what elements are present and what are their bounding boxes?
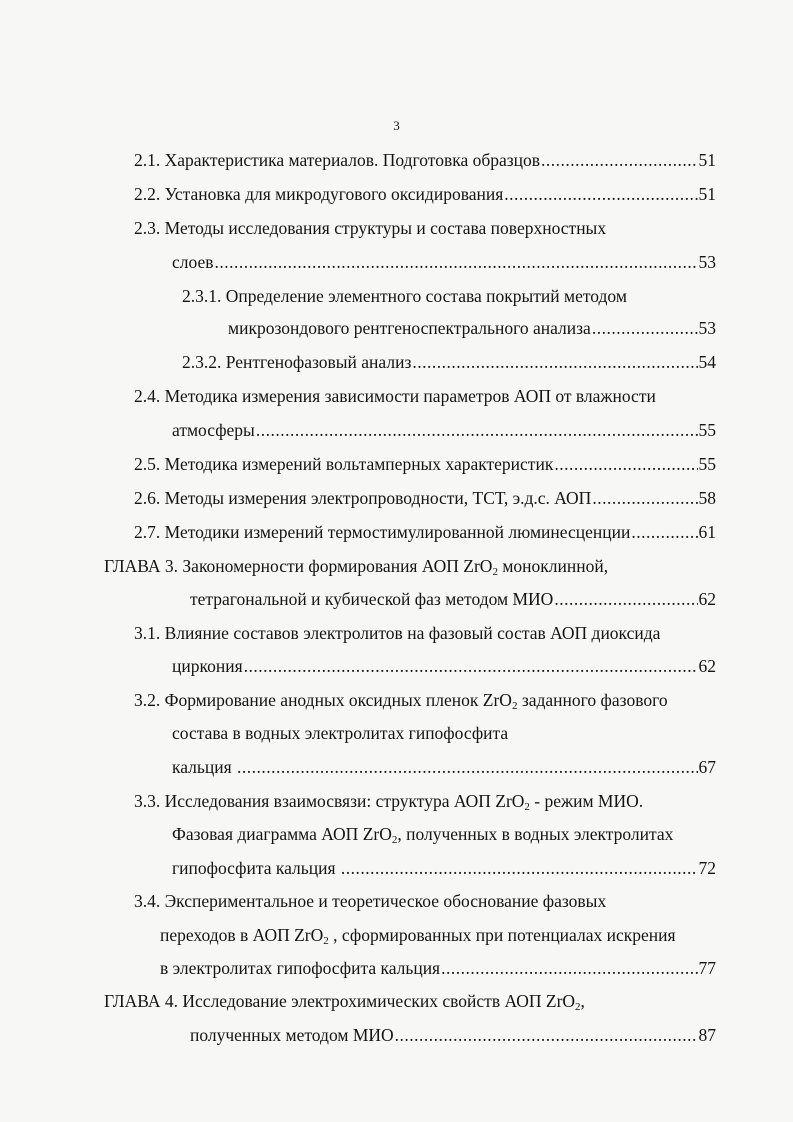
toc-title-cont: состава в водных электролитах гипофосфита [172,723,509,743]
toc-num: 3.4. [134,891,161,911]
toc-num: 2.3.1. [182,286,222,306]
toc-entry-2-7 [134,522,716,542]
dot-leader [215,252,698,272]
toc-title-tail: моноклинной, [497,556,609,576]
toc-page: 53 [698,318,716,338]
toc-num: 2.1. [134,150,161,170]
toc-chapter-3 [104,556,608,576]
toc-page: 67 [698,757,716,777]
toc-title-cont: кальция [172,757,237,777]
toc-page: 54 [698,352,716,372]
toc-title: Методы исследования структуры и состава поверхностных [164,218,607,238]
toc-page: 51 [698,184,716,204]
subscript: 2 [511,700,518,712]
toc-entry-2-3-1-cont [228,318,716,338]
toc-chapter-4 [104,991,585,1011]
toc-page: 53 [698,252,716,272]
dot-leader [441,958,697,978]
toc-title-cont: слоев [172,252,214,272]
toc-num: ГЛАВА 3. [104,556,179,576]
dot-leader [541,150,697,170]
toc-entry-3-4-cont [160,958,716,978]
toc-title: Исследование электрохимических свойств АОП ZrO [182,991,576,1011]
subscript: 2 [323,935,329,947]
toc-title-cont: атмосферы [172,420,255,440]
toc-title-cont: в электролитах гипофосфита кальция [160,958,441,978]
toc-entry-3-2-cont [172,757,716,777]
toc-entry-2-3 [134,218,606,238]
toc-title-cont: полученных методом МИО [190,1025,394,1045]
toc-entry-2-4-cont [172,420,716,440]
toc-entry-2-5 [134,454,716,474]
toc-title-tail: - режим МИО. [529,791,644,811]
toc-entry-2-1 [134,150,716,170]
toc-title: Формирование анодных оксидных пленок ZrO [164,690,512,710]
toc-entry-3-3-cont [172,858,716,878]
toc-num: 2.6. [134,488,161,508]
toc-title: Характеристика материалов. Подготовка образцов [164,150,541,170]
toc-title-tail: заданного фазового [517,690,668,710]
toc-title: Методы измерения электропроводности, ТСТ, э.д.с. АОП [164,488,592,508]
dot-leader [631,522,697,542]
toc-title: Методика измерения зависимости параметров АОП от влажности [164,386,656,406]
subscript: 2 [391,834,398,846]
dot-leader [395,1025,698,1045]
toc-title: Определение элементного состава покрытий методом [225,286,627,306]
toc-num: 2.5. [134,454,161,474]
toc-num: 2.7. [134,522,161,542]
toc-title: Исследования взаимосвязи: структура АОП ZrO [164,791,525,811]
toc-page: 62 [698,589,716,609]
toc-page: 62 [698,656,716,676]
toc-page: 72 [698,858,716,878]
toc-num: 2.2. [134,184,161,204]
dot-leader [592,488,697,508]
toc-title-tail: , [580,991,585,1011]
dot-leader [592,318,698,338]
toc-title-cont: циркония [172,656,243,676]
dot-leader [244,656,698,676]
toc-page: 87 [698,1025,716,1045]
toc-title-cont: переходов в АОП ZrO [160,925,324,945]
toc-entry-3-4-cont1 [160,925,676,945]
dot-leader [554,589,697,609]
toc-title: Влияние составов электролитов на фазовый состав АОП диоксида [164,623,661,643]
dot-leader [256,420,698,440]
toc-title: Закономерности формирования АОП ZrO [182,556,493,576]
toc-num: 3.1. [134,623,161,643]
toc-entry-2-4 [134,386,656,406]
toc-entry-3-1-cont [172,656,716,676]
dot-leader [237,757,697,777]
toc-title-cont: Фазовая диаграмма АОП ZrO [172,824,392,844]
dot-leader [412,352,697,372]
subscript: 2 [492,566,498,578]
toc-num: 3.3. [134,791,161,811]
toc-page: 61 [698,522,716,542]
toc-page: 58 [698,488,716,508]
subscript: 2 [575,1001,581,1013]
toc-entry-2-2 [134,184,716,204]
toc-entry-2-3-1 [182,286,627,306]
dot-leader [341,858,698,878]
toc-num: 3.2. [134,690,161,710]
dot-leader [504,184,697,204]
toc-title-cont-tail: , сформированных при потенциалах искрения [328,925,676,945]
toc-chapter-3-cont [190,589,716,609]
toc-page: 55 [698,420,716,440]
toc-title: Экспериментальное и теоретическое обоснование фазовых [164,891,607,911]
toc-entry-2-3-cont [172,252,716,272]
subscript: 2 [524,801,530,813]
toc-title-cont: гипофосфита кальция [172,858,340,878]
toc-entry-3-1 [134,623,660,643]
toc-title-cont: микрозондового рентгеноспектрального анализа [228,318,591,338]
toc-entry-2-3-2 [182,352,716,372]
toc-num: 2.3. [134,218,161,238]
toc-num: ГЛАВА 4. [104,991,179,1011]
toc-page: 55 [698,454,716,474]
toc-title: Установка для микродугового оксидирования [164,184,504,204]
toc-entry-3-2 [134,690,668,710]
toc-chapter-4-cont [190,1025,716,1045]
toc-entry-3-3 [134,791,643,811]
toc-entry-3-2-cont1 [172,723,508,743]
toc-title: Методика измерений вольтамперных характеристик [164,454,554,474]
toc-title-cont: тетрагональной и кубической фаз методом МИО [190,589,554,609]
toc-title-cont-tail: , полученных в водных электролитах [397,824,674,844]
toc-entry-3-4 [134,891,606,911]
toc-entry-3-3-cont1 [172,824,673,844]
toc-entry-2-6 [134,488,716,508]
toc-page: 51 [698,150,716,170]
dot-leader [554,454,697,474]
toc-title: Рентгенофазовый анализ [225,352,412,372]
toc-num: 2.4. [134,386,161,406]
toc-page: 77 [698,958,716,978]
toc-title: Методики измерений термостимулированной люминесценции [164,522,631,542]
toc-num: 2.3.2. [182,352,222,372]
page-number: 3 [393,118,400,133]
